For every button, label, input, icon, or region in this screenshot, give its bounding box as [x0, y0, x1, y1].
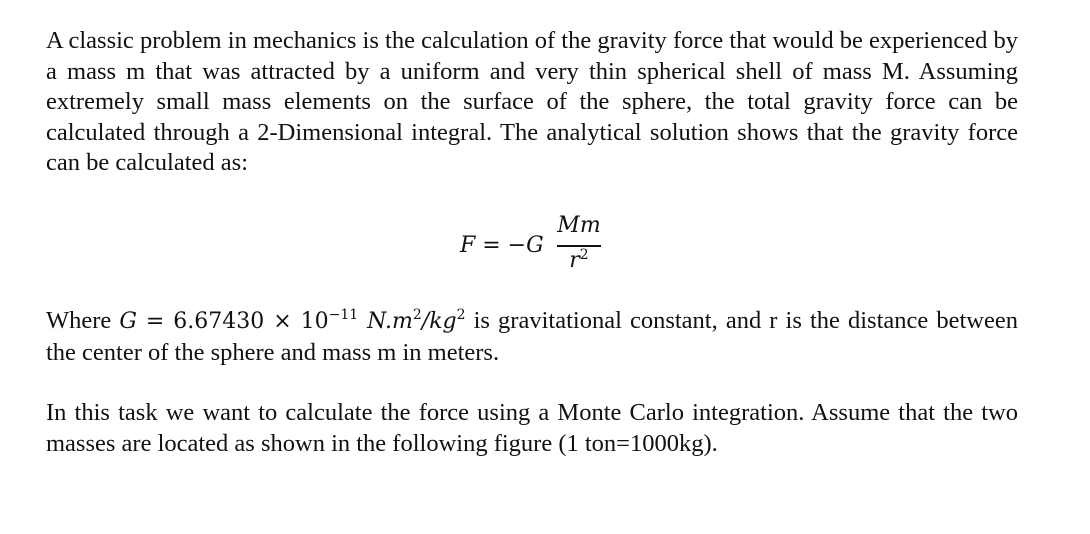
constant-prefix: Where — [46, 307, 120, 334]
g-exponent: −11 — [328, 307, 359, 323]
fraction-denominator — [555, 247, 603, 273]
gravity-force-equation — [46, 211, 1018, 281]
task-paragraph: In this task we want to calculate the force using a Monte Carlo integration. Assume that the two masses are located as shown in the following figure (1 ton=1000kg). — [46, 399, 1018, 457]
fraction-numerator: Mm — [557, 213, 601, 238]
denominator-base: r — [569, 248, 580, 273]
constant-paragraph — [46, 306, 1018, 368]
equation-lhs: F = −G — [460, 233, 544, 258]
denominator-exponent: 2 — [579, 247, 589, 263]
gravitational-constant — [119, 309, 465, 334]
g-value: = 6.67430 × 10 — [136, 309, 329, 334]
intro-paragraph: A classic problem in mechanics is the calculation of the gravity force that would be experienced by a mass m that was attracted by a uniform and very thin spherical shell of mass M. Assuming extremely small mass elements on the surface of the sphere, the total gravity force can be calculated through a 2-Dimensional integral. The analytical solution shows that the gravity force can be calculated as: — [46, 27, 1018, 176]
units-exp2: 2 — [456, 307, 466, 323]
g-symbol: G — [119, 309, 137, 334]
constant-suffix: is gravitational constant, and r is the distance between the center of the sphere and mass m in meters. — [46, 307, 1018, 366]
units-main: N.m — [358, 309, 413, 334]
equation-fraction — [555, 211, 603, 281]
units-mid: /kg — [421, 309, 457, 334]
units-exp1: 2 — [412, 307, 422, 323]
